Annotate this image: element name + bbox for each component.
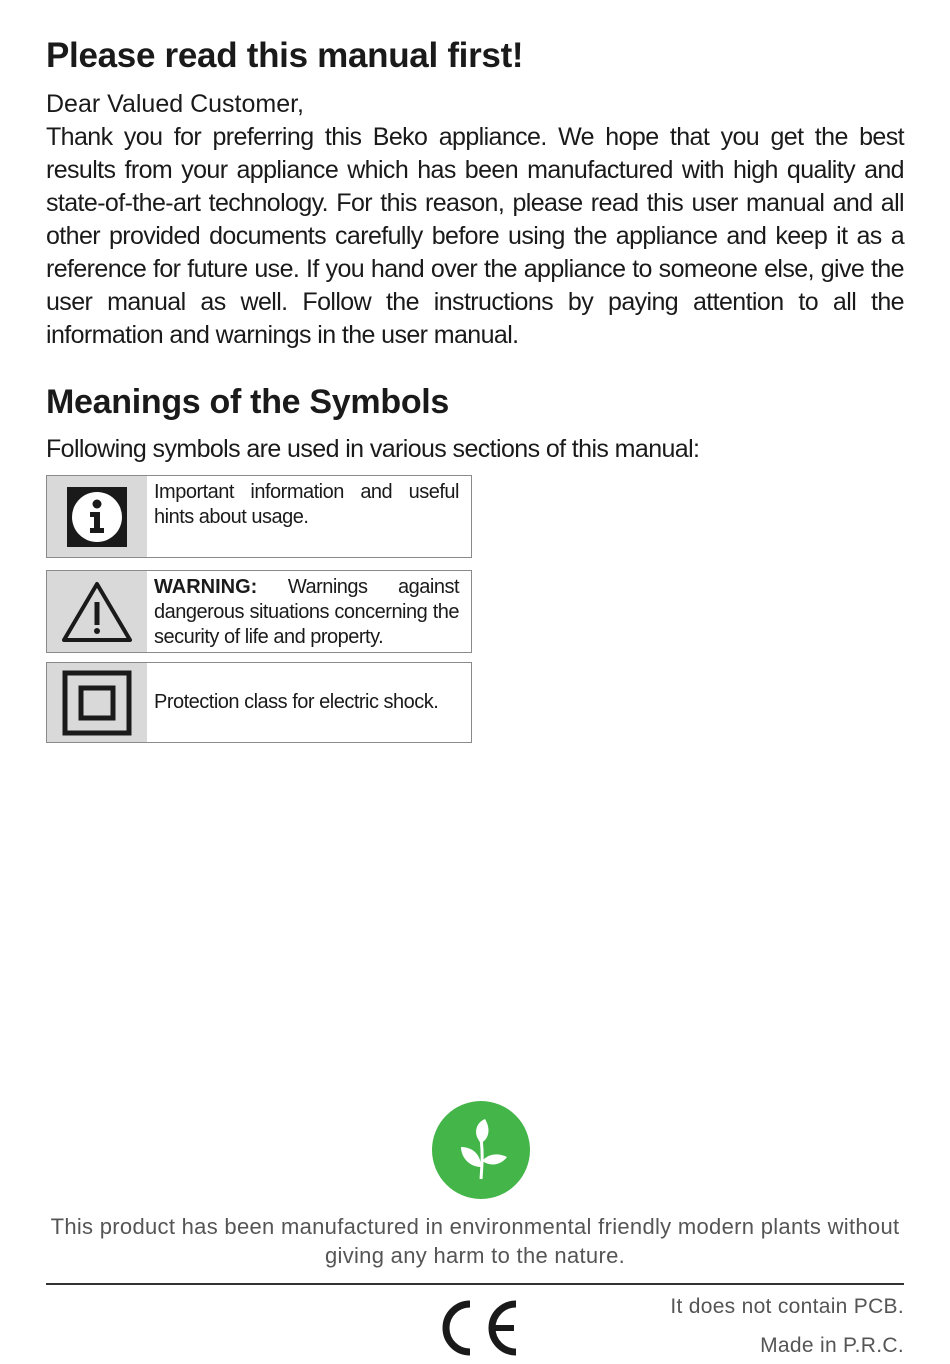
symbol-box-warning (46, 570, 472, 653)
greeting: Dear Valued Customer, (46, 90, 304, 118)
pcb-statement: It does not contain PCB. (670, 1295, 904, 1318)
leaf-icon (432, 1101, 530, 1199)
warning-label: WARNING: (154, 576, 258, 598)
symbols-heading: Meanings of the Symbols (46, 383, 450, 421)
symbols-intro: Following symbols are used in various sections of this manual: (46, 435, 700, 463)
warning-triangle-icon (47, 571, 147, 652)
ce-mark-icon (432, 1298, 520, 1363)
symbol-box-info (46, 475, 472, 558)
intro-paragraph: Thank you for preferring this Beko appliance. We hope that you get the best results from your appliance which has been manufactured with high quality and state-of-the-art technology. For this reason, please read this user manual and all other provided documents carefully before using the appliance and keep it as a reference for future use. If you hand over the appliance to someone else, give the user manual as well. Follow the instructions by paying attention to all the information and warnings in the user manual. (46, 123, 904, 349)
page-title: Please read this manual first! (46, 36, 524, 75)
info-icon (47, 476, 147, 557)
double-square-icon (47, 663, 147, 742)
warning-text: Warnings against dangerous situations concerning the security of life and property. (154, 576, 460, 648)
symbol-text-protection: Protection class for electric shock. (154, 691, 439, 713)
eco-statement: This product has been manufactured in environmental friendly modern plants without giving any harm to the nature. (50, 1214, 900, 1268)
symbol-text-warning (147, 571, 471, 652)
footer-divider (46, 1283, 904, 1285)
symbol-box-protection (46, 662, 472, 743)
symbol-text-info: Important information and useful hints about usage. (154, 481, 459, 528)
origin-statement: Made in P.R.C. (760, 1334, 904, 1357)
